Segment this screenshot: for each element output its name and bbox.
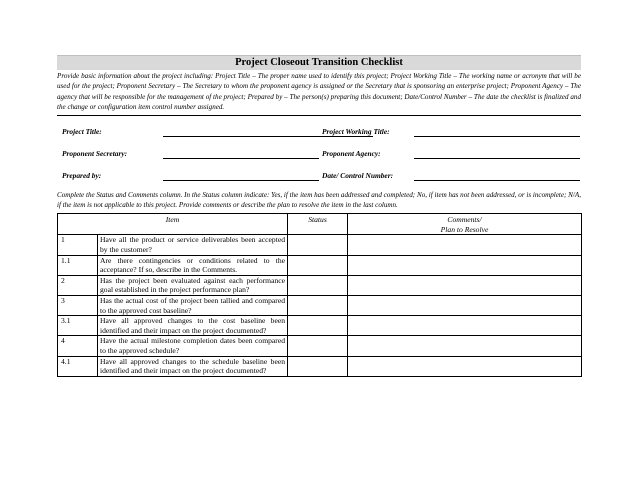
row-comments-cell[interactable] [348, 316, 582, 336]
working-title-label: Project Working Title: [322, 126, 390, 136]
table-row [58, 336, 582, 356]
agency-field[interactable] [414, 157, 580, 159]
date-control-label: Date/ Control Number: [322, 170, 394, 180]
row-item-text: Are there contingencies or conditions related to the acceptance? If so, describe in the Comments. [98, 255, 288, 275]
date-control-field[interactable] [414, 179, 580, 181]
agency-label: Proponent Agency: [322, 148, 381, 158]
row-number: 4.1 [58, 356, 98, 376]
row-item-text: Have all the product or service deliverables been accepted by the customer? [98, 235, 288, 255]
header-item: Item [58, 214, 288, 235]
row-comments-cell[interactable] [348, 356, 582, 376]
row-number: 3.1 [58, 316, 98, 336]
table-row [58, 275, 582, 295]
table-row [58, 296, 582, 316]
row-status-cell[interactable] [288, 235, 348, 255]
instructions-paragraph: Complete the Status and Comments column. In the Status column indicate: Yes, if the item has been addressed and completed; No, if item has not been addressed, or is incomplete; N/A, if the item is not applicable to this project. Provide comments or describe the plan to resolve the item in the last column. [57, 190, 581, 210]
page-title: Project Closeout Transition Checklist [57, 55, 581, 70]
project-title-label: Project Title: [62, 126, 102, 136]
row-status-cell[interactable] [288, 275, 348, 295]
prepared-by-label: Prepared by: [62, 170, 102, 180]
table-row [58, 255, 582, 275]
table-row [58, 316, 582, 336]
row-comments-cell[interactable] [348, 255, 582, 275]
row-item-text: Have all approved changes to the cost baseline been identified and their impact on the project documented? [98, 316, 288, 336]
header-status: Status [288, 214, 348, 235]
row-item-text: Have all approved changes to the schedule baseline been identified and their impact on the project documented? [98, 356, 288, 376]
row-number: 1.1 [58, 255, 98, 275]
row-number: 3 [58, 296, 98, 316]
intro-paragraph: Provide basic information about the project including: Project Title – The proper name used to identify this project; Project Working Title – The working name or acronym that will be used for the project; Proponent Secretary – The Secretary to whom the proponent agency is assigned or the Secretary that is sponsoring an enterprise project; Proponent Agency – The agency that will be responsible for the management of the project; Prepared by – The person(s) preparing this document; Date/Control Number – The date the checklist is finalized and the change or configuration item control number assigned. [57, 71, 581, 116]
row-item-text: Have the actual milestone completion dates been compared to the approved schedule? [98, 336, 288, 356]
row-status-cell[interactable] [288, 336, 348, 356]
row-status-cell[interactable] [288, 316, 348, 336]
row-number: 1 [58, 235, 98, 255]
table-row [58, 356, 582, 376]
document-page [57, 55, 581, 377]
project-info-section [57, 116, 581, 178]
row-comments-cell[interactable] [348, 336, 582, 356]
checklist-table [57, 213, 582, 376]
row-comments-cell[interactable] [348, 235, 582, 255]
working-title-field[interactable] [414, 135, 580, 137]
row-comments-cell[interactable] [348, 296, 582, 316]
secretary-field[interactable] [163, 157, 319, 159]
row-number: 4 [58, 336, 98, 356]
prepared-by-field[interactable] [163, 179, 319, 181]
header-comments-line1: Comments/ [447, 215, 482, 225]
row-status-cell[interactable] [288, 356, 348, 376]
table-row [58, 235, 582, 255]
table-header-row [58, 214, 582, 235]
row-status-cell[interactable] [288, 296, 348, 316]
row-status-cell[interactable] [288, 255, 348, 275]
row-item-text: Has the actual cost of the project been tallied and compared to the approved cost baseline? [98, 296, 288, 316]
row-item-text: Has the project been evaluated against each performance goal established in the project performance plan? [98, 275, 288, 295]
row-number: 2 [58, 275, 98, 295]
row-comments-cell[interactable] [348, 275, 582, 295]
header-comments [348, 214, 582, 235]
secretary-label: Proponent Secretary: [62, 148, 128, 158]
header-comments-line2: Plan to Resolve [440, 224, 489, 234]
